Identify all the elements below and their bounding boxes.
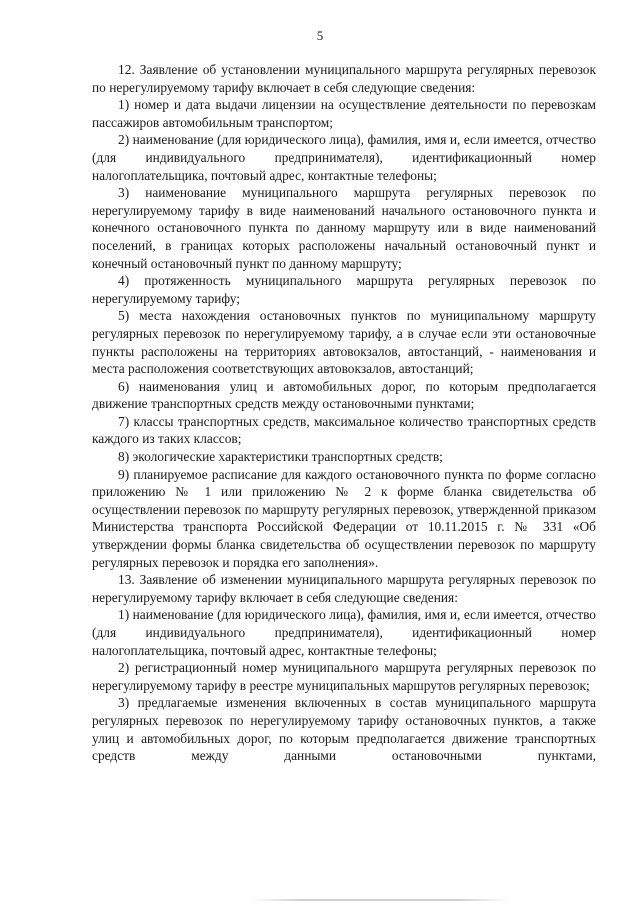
document-body [92, 61, 596, 765]
paragraph-12-item-7: 7) классы транспортных средств, максимальное количество транспортных средств каждого из таких классов; [92, 413, 596, 447]
paragraph-13-item-2: 2) регистрационный номер муниципального маршрута регулярных перевозок по нерегулируемому тарифу в реестре муниципальных маршрутов регулярных перевозок; [92, 660, 596, 693]
paragraph-12-item-1: 1) номер и дата выдачи лицензии на осуществление деятельности по перевозкам пассажиров автомобильным транспортом; [92, 97, 596, 130]
paragraph-12-item-6: 6) наименования улиц и автомобильных дорог, по которым предполагается движение транспортных средств между остановочными пунктами; [92, 378, 596, 412]
paragraph-13: 13. Заявление об изменении муниципального маршрута регулярных перевозок по нерегулируемому тарифу включает в себя следующие сведения: [92, 572, 596, 605]
scan-artifact [250, 899, 510, 901]
paragraph-12-item-3: 3) наименование муниципального маршрута регулярных перевозок по нерегулируемому тарифу в виде наименований начального остановочного пункта и конечного остановочного пункта по данному маршруту или в виде наименований поселений, в границах которых расположены начальный остановочный пункт и конечный остановочный пункт по данному маршруту; [92, 185, 596, 271]
paragraph-12-item-4: 4) протяженность муниципального маршрута регулярных перевозок по нерегулируемому тарифу; [92, 273, 596, 306]
page-number: 5 [316, 28, 324, 43]
paragraph-13-item-1: 1) наименование (для юридического лица), фамилия, имя и, если имеется, отчество (для индивидуального предпринимателя), идентификационный номер налогоплательщика, почтовый адрес, контактные телефоны; [92, 607, 596, 658]
paragraph-12-item-8: 8) экологические характеристики транспортных средств; [118, 449, 443, 465]
paragraph-12-item-2: 2) наименование (для юридического лица), фамилия, имя и, если имеется, отчество (для индивидуального предпринимателя), идентификационный номер налогоплательщика, почтовый адрес, контактные телефоны; [92, 132, 596, 183]
paragraph-13-item-3: 3) предлагаемые изменения включенных в состав муниципального маршрута регулярных перевозок по нерегулируемому тарифу остановочных пунктов, а также улиц и автомобильных дорог, по которым предполагается движение транспортных средств между данными остановочными пунктами, [92, 695, 596, 764]
paragraph-12-item-5: 5) места нахождения остановочных пунктов по муниципальному маршруту регулярных перевозок по нерегулируемому тарифу, а в случае если эти остановочные пункты расположены на территориях автовокзалов, автостанций, - наименования и места расположения соответствующих автовокзалов, автостанций; [92, 308, 596, 377]
paragraph-12-item-9: 9) планируемое расписание для каждого остановочного пункта по форме согласно приложению № 1 или приложению № 2 к форме бланка свидетельства об осуществлении перевозок по маршруту регулярных перевозок, утвержденной приказом Министерства транспорта Российской Федерации от 10.11.2015 г. № 331 «Об утверждении формы бланка свидетельства об осуществлении перевозок по маршруту регулярных перевозок и порядка его заполнения». [92, 466, 596, 570]
paragraph-12: 12. Заявление об установлении муниципального маршрута регулярных перевозок по нерегулируемому тарифу включает в себя следующие сведения: [92, 62, 596, 95]
